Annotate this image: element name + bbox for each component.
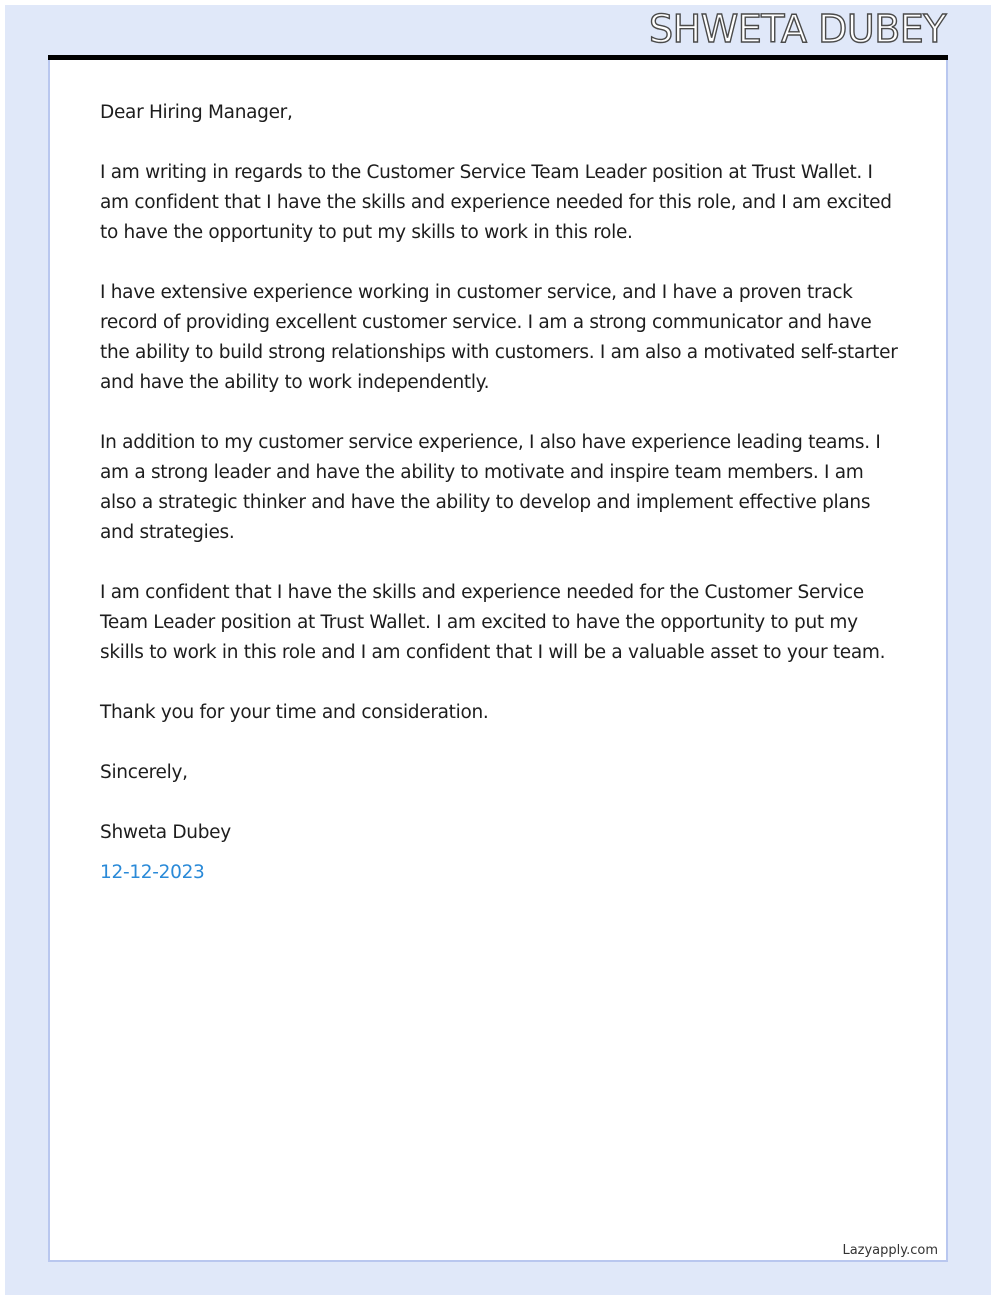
- paragraph-1: I am writing in regards to the Customer Service Team Leader position at Trust Wallet. I am confident that I have the skills and experience needed for this role, and I am excited to have the opportunity to put my skills to work in this role.: [100, 162, 892, 243]
- applicant-name-heading: SHWETA DUBEY: [649, 7, 946, 51]
- thanks-line: Thank you for your time and consideration.: [100, 702, 489, 723]
- letter-body: [100, 98, 900, 888]
- paragraph-3: In addition to my customer service experience, I also have experience leading teams. I am a strong leader and have the ability to motivate and inspire team members. I am also a strategic thinker and have the ability to develop and implement effective plans and strategies.: [100, 432, 881, 543]
- salutation: Dear Hiring Manager,: [100, 102, 293, 123]
- closing: Sincerely,: [100, 762, 188, 783]
- letter-date: 12-12-2023: [100, 862, 205, 883]
- signature-name: Shweta Dubey: [100, 822, 231, 843]
- paragraph-2: I have extensive experience working in customer service, and I have a proven track record of providing excellent customer service. I am a strong communicator and have the ability to build strong relationships with customers. I am also a motivated self-starter and have the ability to work independently.: [100, 282, 898, 393]
- footer-credit: Lazyapply.com: [842, 1243, 938, 1258]
- paragraph-4: I am confident that I have the skills and experience needed for the Customer Service Team Leader position at Trust Wallet. I am excited to have the opportunity to put my skills to work in this role and I am confident that I will be a valuable asset to your team.: [100, 582, 886, 663]
- letter-sheet: [48, 60, 948, 1262]
